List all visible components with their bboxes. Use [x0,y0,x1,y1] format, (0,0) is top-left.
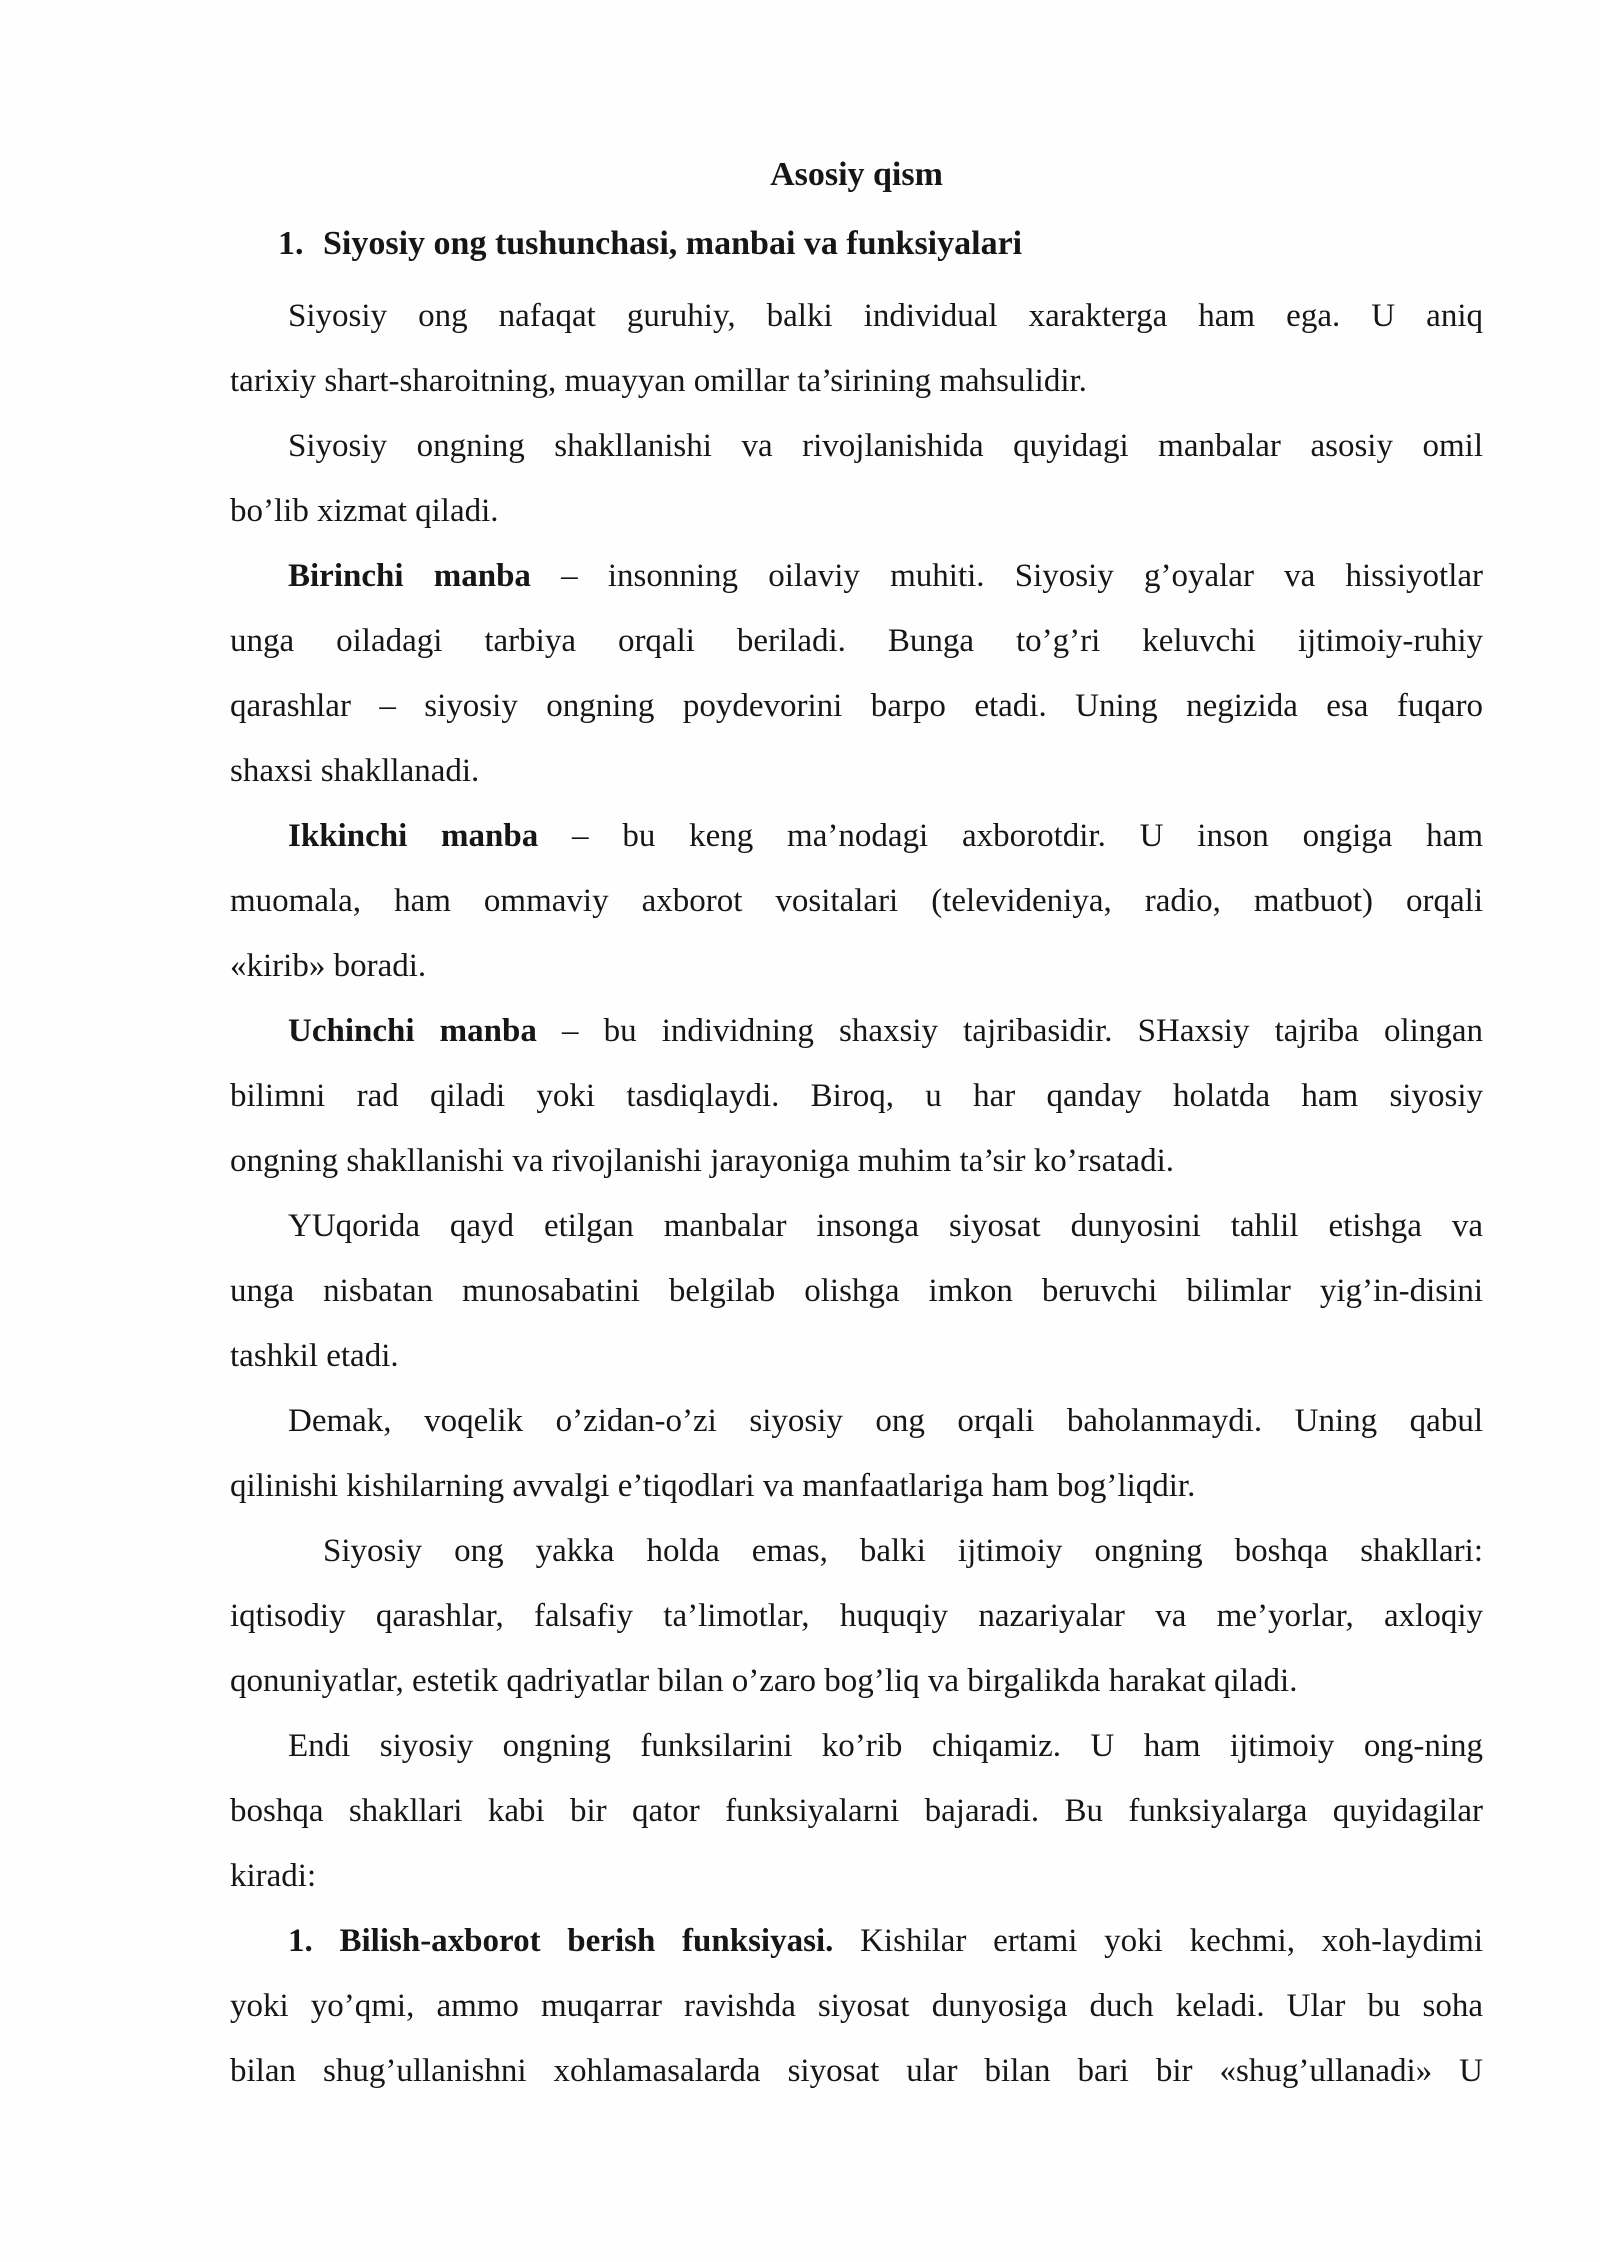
text-line [230,1064,1483,1129]
text-run: Siyosiy ong yakka holda emas, balki ijtimoiy ongning boshqa shakllari: [323,1533,1483,1569]
text-line [230,1584,1483,1649]
text-run: bilan shug’ullanishni xohlamasalarda siyosat ular bilan bari bir «shug’ullanadi» U [230,2053,1483,2089]
paragraph [230,1519,1483,1714]
text-line [230,1844,1483,1909]
bold-run: Birinchi manba [288,558,531,594]
text-line [230,609,1483,674]
heading-label: Siyosiy ong tushunchasi, manbai va funksiyalari [323,225,1023,262]
text-run: Kishilar ertami yoki kechmi, xoh-laydimi [833,1923,1483,1959]
text-run: Demak, voqelik o’zidan-o’zi siyosiy ong orqali baholanmaydi. Uning qabul [288,1403,1483,1439]
paragraph [230,1389,1483,1519]
text-run: YUqorida qayd etilgan manbalar insonga siyosat dunyosini tahlil etishga va [288,1208,1483,1244]
text-run: shaxsi shakllanadi. [230,753,480,789]
paragraph [230,1714,1483,1909]
text-line [230,1909,1483,1974]
text-line [230,1389,1483,1454]
text-line [230,1129,1483,1194]
paragraph [230,1194,1483,1389]
text-run: unga oiladagi tarbiya orqali beriladi. Bunga to’g’ri keluvchi ijtimoiy-ruhiy [230,623,1483,659]
text-line [230,1194,1483,1259]
text-run: – bu keng ma’nodagi axborotdir. U inson ongiga ham [538,818,1483,854]
text-run: «kirib» boradi. [230,948,427,984]
text-run: tarixiy shart-sharoitning, muayyan omillar ta’sirining mahsulidir. [230,363,1087,399]
text-run: ongning shakllanishi va rivojlanishi jarayoniga muhim ta’sir ko’rsatadi. [230,1143,1174,1179]
text-line [230,1974,1483,2039]
text-line [230,414,1483,479]
heading-number: 1. [278,225,304,262]
bold-run: Uchinchi manba [288,1013,537,1049]
text-line [230,479,1483,544]
bold-run: Ikkinchi manba [288,818,539,854]
text-line [230,1454,1483,1519]
text-line [230,2039,1483,2104]
page-title: Asosiy qism [770,156,943,193]
paragraph [230,414,1483,544]
text-run: unga nisbatan munosabatini belgilab olishga imkon beruvchi bilimlar yig’in-disini [230,1273,1483,1309]
bold-run: 1. Bilish-axborot berish funksiyasi. [288,1923,834,1959]
section-heading [230,211,1483,276]
text-line [230,1259,1483,1324]
text-line [230,544,1483,609]
text-line [230,349,1483,414]
text-line [230,1779,1483,1844]
paragraph [230,804,1483,999]
text-line [230,1714,1483,1779]
text-line [230,1324,1483,1389]
text-run: yoki yo’qmi, ammo muqarrar ravishda siyosat dunyosiga duch keladi. Ular bu soha [230,1988,1483,2024]
paragraph [230,544,1483,804]
text-run: iqtisodiy qarashlar, falsafiy ta’limotlar, huquqiy nazariyalar va me’yorlar, axloqiy [230,1598,1483,1634]
text-line [230,999,1483,1064]
text-run: – bu individning shaxsiy tajribasidir. SHaxsiy tajriba olingan [536,1013,1483,1049]
paragraph [230,999,1483,1194]
text-line [230,804,1483,869]
paragraph [230,284,1483,414]
text-run: kiradi: [230,1858,317,1894]
text-line [230,934,1483,999]
text-run: bilimni rad qiladi yoki tasdiqlaydi. Biroq, u har qanday holatda ham siyosiy [230,1078,1483,1114]
paragraph [230,1909,1483,2104]
text-line [230,869,1483,934]
text-run: qilinishi kishilarning avvalgi e’tiqodlari va manfaatlariga ham bog’liqdir. [230,1468,1196,1504]
text-run: Siyosiy ong nafaqat guruhiy, balki individual xarakterga ham ega. U aniq [288,298,1483,334]
text-run: – insonning oilaviy muhiti. Siyosiy g’oyalar va hissiyotlar [530,558,1483,594]
text-line [230,674,1483,739]
text-run: boshqa shakllari kabi bir qator funksiyalarni bajaradi. Bu funksiyalarga quyidagilar [230,1793,1483,1829]
text-run: Siyosiy ongning shakllanishi va rivojlanishida quyidagi manbalar asosiy omil [288,428,1483,464]
text-line [230,1519,1483,1584]
text-run: bo’lib xizmat qiladi. [230,493,499,529]
text-run: tashkil etadi. [230,1338,399,1374]
text-run: muomala, ham ommaviy axborot vositalari (televideniya, radio, matbuot) orqali [230,883,1483,919]
text-run: qonuniyatlar, estetik qadriyatlar bilan o’zaro bog’liq va birgalikda harakat qiladi. [230,1663,1298,1699]
text-run: qarashlar – siyosiy ongning poydevorini barpo etadi. Uning negizida esa fuqaro [230,688,1483,724]
text-run: Endi siyosiy ongning funksilarini ko’rib chiqamiz. U ham ijtimoiy ong-ning [288,1728,1483,1764]
text-line [230,1649,1483,1714]
text-line [230,739,1483,804]
paragraphs [230,284,1483,2104]
text-line [230,284,1483,349]
